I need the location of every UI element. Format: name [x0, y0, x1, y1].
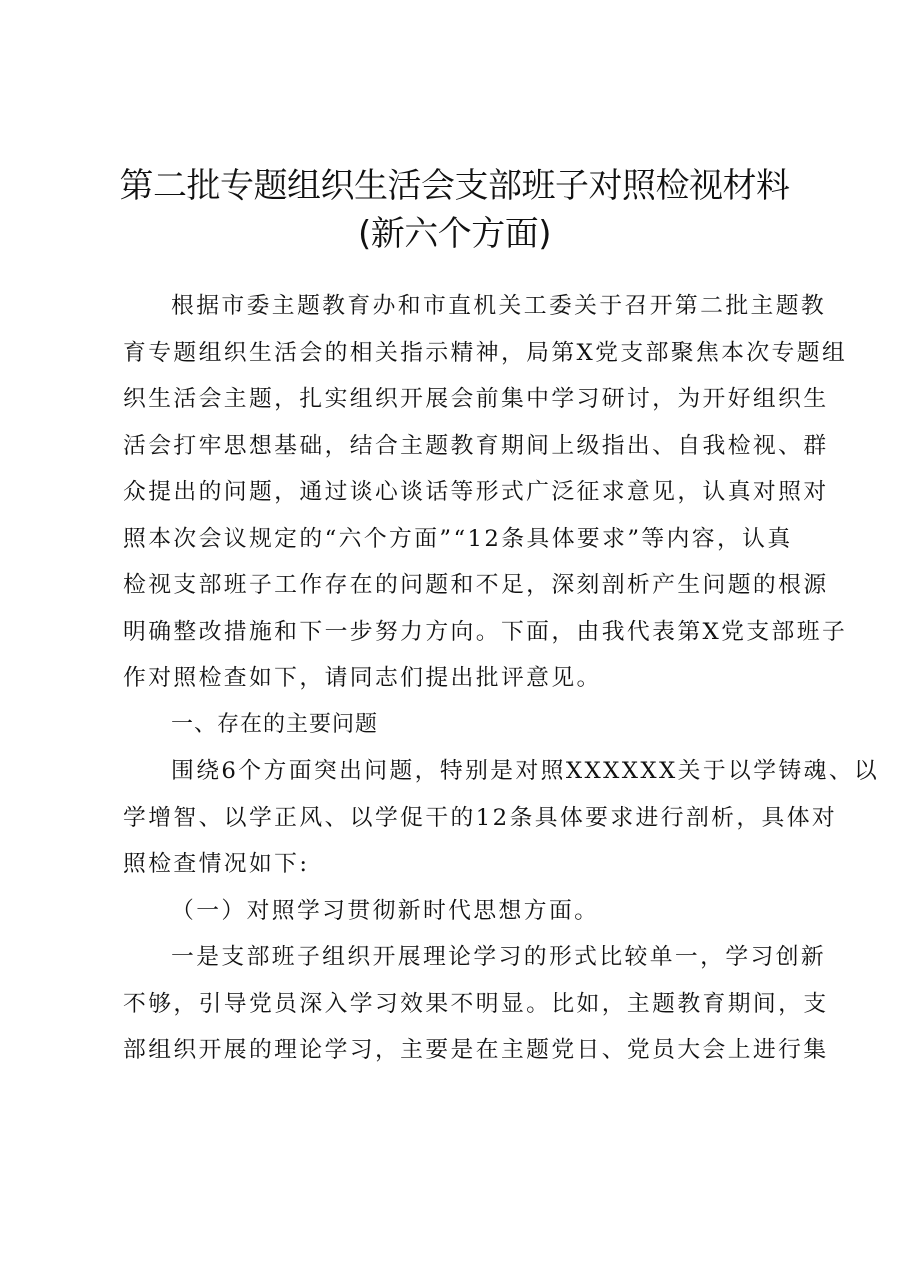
section-paragraph-line: 学增智、以学正风、以学促干的12条具体要求进行剖析，具体对	[123, 804, 838, 831]
intro-line: 织生活会主题，扎实组织开展会前集中学习研讨，为开好组织生	[123, 386, 829, 412]
subsection-paragraph-line: 不够，引导党员深入学习效果不明显。比如，主题教育期间，支	[123, 990, 829, 1017]
intro-line: 作对照检查如下，请同志们提出批评意见。	[123, 665, 602, 691]
section-paragraph-line: 照检查情况如下:	[123, 851, 310, 877]
subsection-heading: （一）对照学习贯彻新时代思想方面。	[171, 897, 600, 924]
intro-line: 检视支部班子工作存在的问题和不足，深刻剖析产生问题的根源	[123, 572, 829, 598]
subsection-paragraph-line: 部组织开展的理论学习，主要是在主题党日、党员大会上进行集	[123, 1037, 829, 1063]
document-title-line-1: 第二批专题组织生活会支部班子对照检视材料	[119, 166, 790, 206]
section-paragraph-line: 围绕6个方面突出问题，特别是对照XXXXXX关于以学铸魂、以	[171, 758, 880, 784]
intro-line: 育专题组织生活会的相关指示精神，局第X党支部聚焦本次专题组	[123, 339, 848, 366]
subsection-paragraph-line: 一是支部班子组织开展理论学习的形式比较单一，学习创新	[171, 944, 827, 970]
document-title-line-2: (新六个方面)	[357, 214, 552, 254]
intro-line: 众提出的问题，通过谈心谈话等形式广泛征求意见，认真对照对	[123, 479, 829, 505]
intro-line: 明确整改措施和下一步努力方向。下面，由我代表第X党支部班子	[123, 618, 848, 645]
document-body	[123, 283, 880, 1074]
intro-line: 根据市委主题教育办和市直机关工委关于召开第二批主题教	[171, 293, 827, 319]
section-heading: 一、存在的主要问题	[171, 711, 379, 737]
intro-line: 活会打牢思想基础，结合主题教育期间上级指出、自我检视、群	[123, 432, 829, 459]
intro-line: 照本次会议规定的“六个方面”“12条具体要求”等内容，认真	[123, 525, 793, 552]
